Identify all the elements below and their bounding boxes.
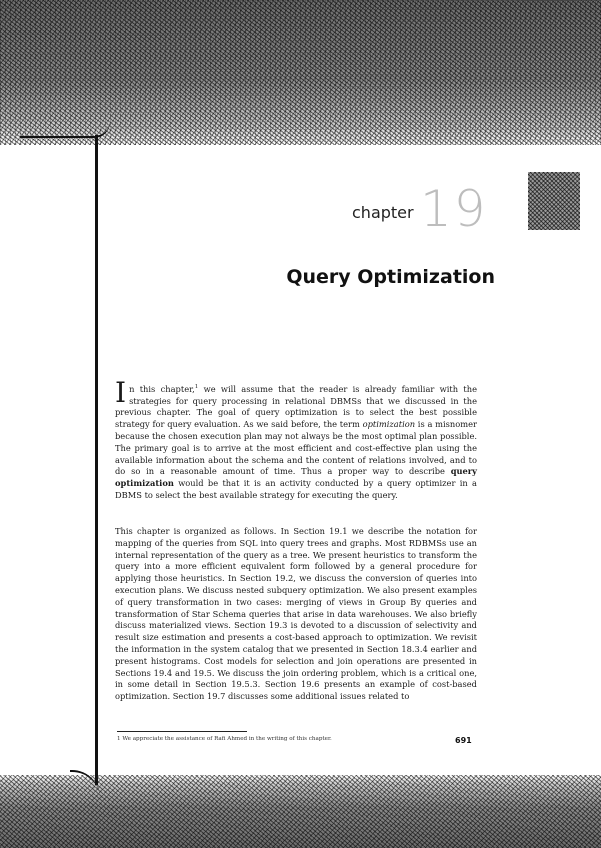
intro-text-b: we will assume that the reader is already familiar with the strategies for query processing in relational DBMSs that we discussed in the previous chapter. The goal of query optimization is to select the best possible strategy for query evaluation. As we said before, the term — [115, 383, 477, 430]
footnote: 1 We appreciate the assistance of Rafi Ahmed in the writing of this chapter. — [117, 736, 332, 742]
chapter-tab-marker — [528, 172, 580, 230]
drop-cap: I — [115, 376, 127, 409]
intro-paragraph — [115, 376, 477, 502]
organization-paragraph: This chapter is organized as follows. In Section 19.1 we describe the notation for mapping of the queries from SQL into query trees and graphs. Most RDBMSs use an internal representation of the query as a tree. We present heuristics to transform the query into a more efficient equivalent form followed by a general procedure for applying those heuristics. In Section 19.2, we discuss the conversion of queries into execution plans. We discuss nested subquery optimization. We also present examples of query transformation in two cases: merging of views in Group By queries and transformation of Star Schema queries that arise in data warehouses. We also briefly discuss materialized views. Section 19.3 is devoted to a discussion of selectivity and result size estimation and presents a cost-based approach to optimization. We revisit the information in the system catalog that we presented in Section 18.3.4 earlier and present histograms. Cost models for selection and join operations are presented in Sections 19.4 and 19.5. We discuss the join ordering problem, which is a critical one, in some detail in Section 19.5.3. Section 19.6 presents an example of cost-based optimization. Section 19.7 discusses some additional issues related to — [115, 526, 477, 702]
chapter-label: chapter — [352, 203, 414, 222]
intro-bold-term: query optimization — [115, 466, 477, 489]
page-number: 691 — [455, 736, 472, 745]
intro-text-c: is a misnomer because the chosen execution plan may not always be the most optimal plan possible. The primary goal is to arrive at the most efficient and cost-effective plan using the available information about the schema and the content of relations involved, and to do so in a reasonable amount of time. Thus a proper way to describe — [115, 419, 477, 477]
page-binding-edge — [95, 135, 98, 785]
intro-text-a: n this chapter, — [129, 383, 195, 394]
page-title: Query Optimization — [286, 266, 495, 288]
intro-text-d: would be that it is an activity conducted by a query optimizer in a DBMS to select the best available strategy for executing the query. — [115, 478, 477, 500]
footnote-divider — [117, 731, 247, 732]
chapter-number: 19 — [420, 180, 488, 238]
footnote-marker: 1 — [194, 384, 199, 390]
intro-italic-term: optimization — [362, 419, 416, 430]
